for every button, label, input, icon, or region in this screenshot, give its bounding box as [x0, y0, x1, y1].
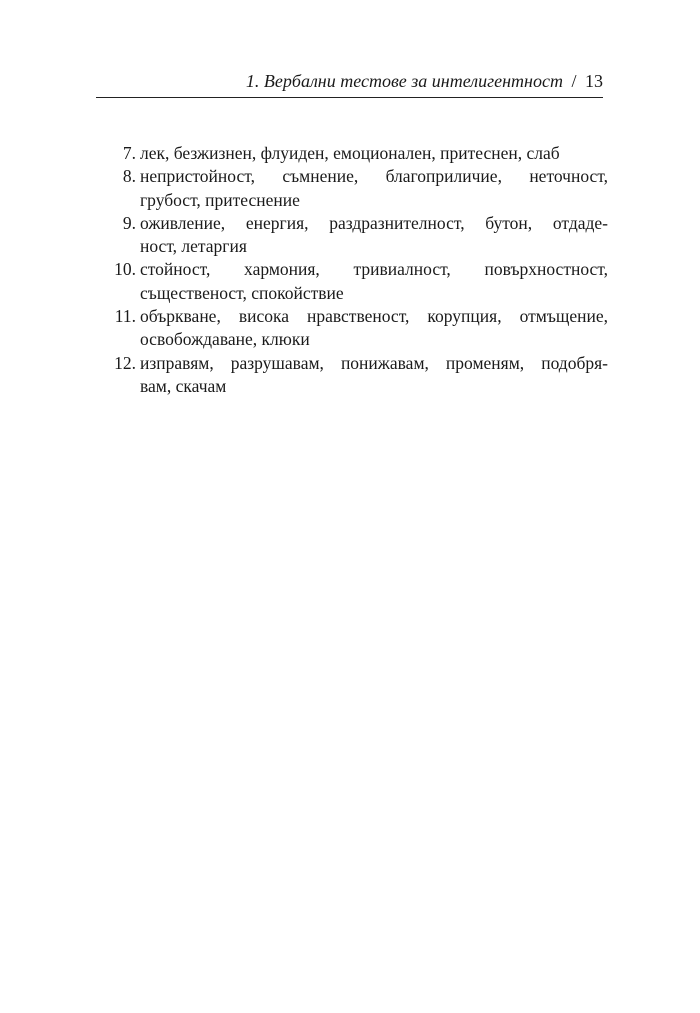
item-text — [140, 142, 608, 165]
item-text — [140, 305, 608, 352]
item-line: стойност, хармония, тривиалност, повърхностност, — [140, 259, 608, 280]
page-number: 13 — [585, 71, 603, 91]
item-text — [140, 212, 608, 259]
list-item — [96, 212, 608, 259]
item-line: непристойност, съмнение, благоприличие, неточност, — [140, 166, 608, 187]
header-rule — [96, 97, 603, 98]
item-line: същественост, спокойствие — [140, 282, 344, 303]
word-list — [96, 142, 608, 398]
item-line: вам, скачам — [140, 375, 227, 396]
header-separator: / — [571, 71, 577, 91]
item-text — [140, 258, 608, 305]
item-number: 9. — [122, 212, 136, 233]
item-line: грубост, притеснение — [140, 189, 300, 210]
item-line: изправям, разрушавам, понижавам, променям, подобря- — [140, 352, 608, 373]
item-number: 12. — [114, 352, 136, 373]
item-number: 7. — [122, 143, 136, 163]
item-line: объркване, висока нравственост, корупция, отмъщение, — [140, 306, 608, 327]
list-item — [96, 352, 608, 399]
item-text — [140, 352, 608, 399]
running-header — [96, 70, 603, 92]
item-line: лек, безжизнен, флуиден, емоционален, притеснен, слаб — [140, 143, 560, 163]
list-item — [96, 305, 608, 352]
item-text — [140, 165, 608, 212]
item-line: ност, летаргия — [140, 236, 247, 257]
item-number: 8. — [122, 166, 136, 187]
item-line: освобождаване, клюки — [140, 329, 310, 350]
list-item — [96, 142, 608, 165]
item-line: оживление, енергия, раздразнителност, бутон, отдаде- — [140, 212, 608, 233]
chapter-title: 1. Вербални тестове за интелигентност — [245, 71, 563, 91]
list-item — [96, 165, 608, 212]
item-number: 11. — [114, 306, 136, 327]
list-item — [96, 258, 608, 305]
item-number: 10. — [114, 259, 136, 280]
